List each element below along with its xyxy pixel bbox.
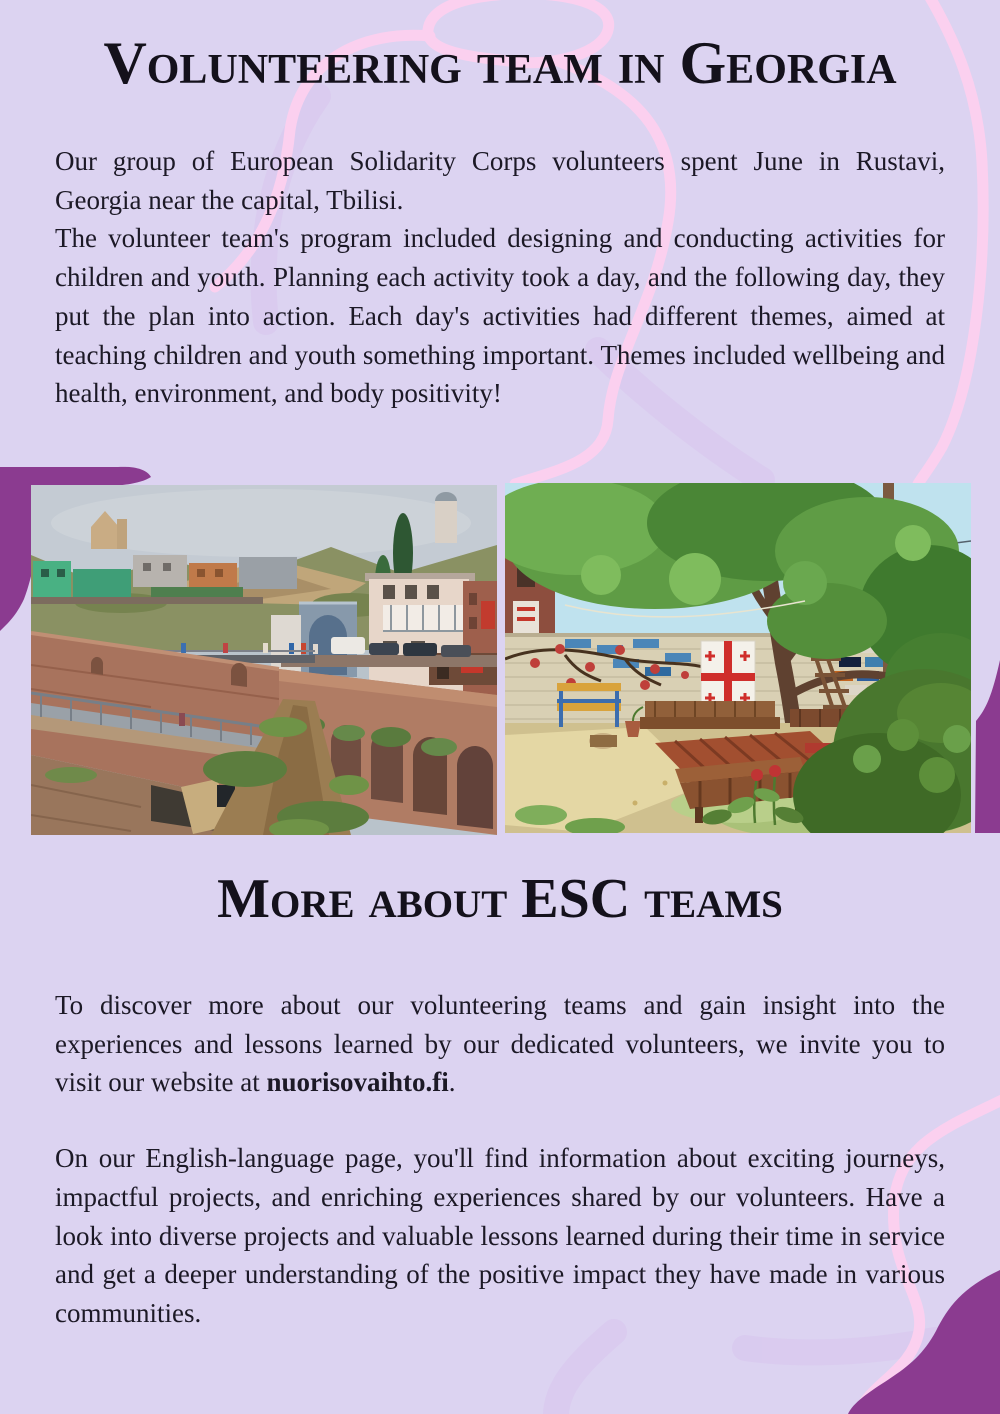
intro-text-block: [55, 142, 945, 413]
more-paragraph-2: On our English-language page, you'll find information about exciting journeys, impactful projects, and enriching experiences shared by our volunteers. Have a look into diverse projects and valuable lessons learned during their time in service and get a deeper understanding of the positive impact they have made in various communities.: [55, 1143, 945, 1328]
more-paragraph-1-period: .: [448, 1067, 456, 1098]
section-heading: More about ESC teams: [217, 868, 783, 930]
page-title: Volunteering team in Georgia: [103, 30, 897, 96]
photo-corner-right-shape: [975, 660, 1000, 833]
more-paragraph-1-text: To discover more about our volunteering teams and gain insight into the experiences and lessons learned by our dedicated volunteers, we invite you to visit our website at: [55, 990, 945, 1098]
tbilisi-old-town-river-gorge-photo: [31, 485, 497, 835]
intro-paragraph-1: Our group of European Solidarity Corps volunteers spent June in Rustavi, Georgia near the capital, Tbilisi.: [55, 146, 945, 215]
garden-pallet-seating-georgian-flag-photo: [505, 483, 971, 833]
more-paragraph-1: [55, 986, 945, 1102]
intro-paragraph-2: The volunteer team's program included designing and conducting activities for children and youth. Planning each activity took a day, and the following day, they put the plan into action. Each day's activities had different themes, aimed at teaching children and youth something important. Themes included wellbeing and health, environment, and body positivity!: [55, 223, 945, 409]
website-name: nuorisovaihto.fi: [266, 1067, 449, 1098]
more-text-block: [55, 986, 945, 1333]
